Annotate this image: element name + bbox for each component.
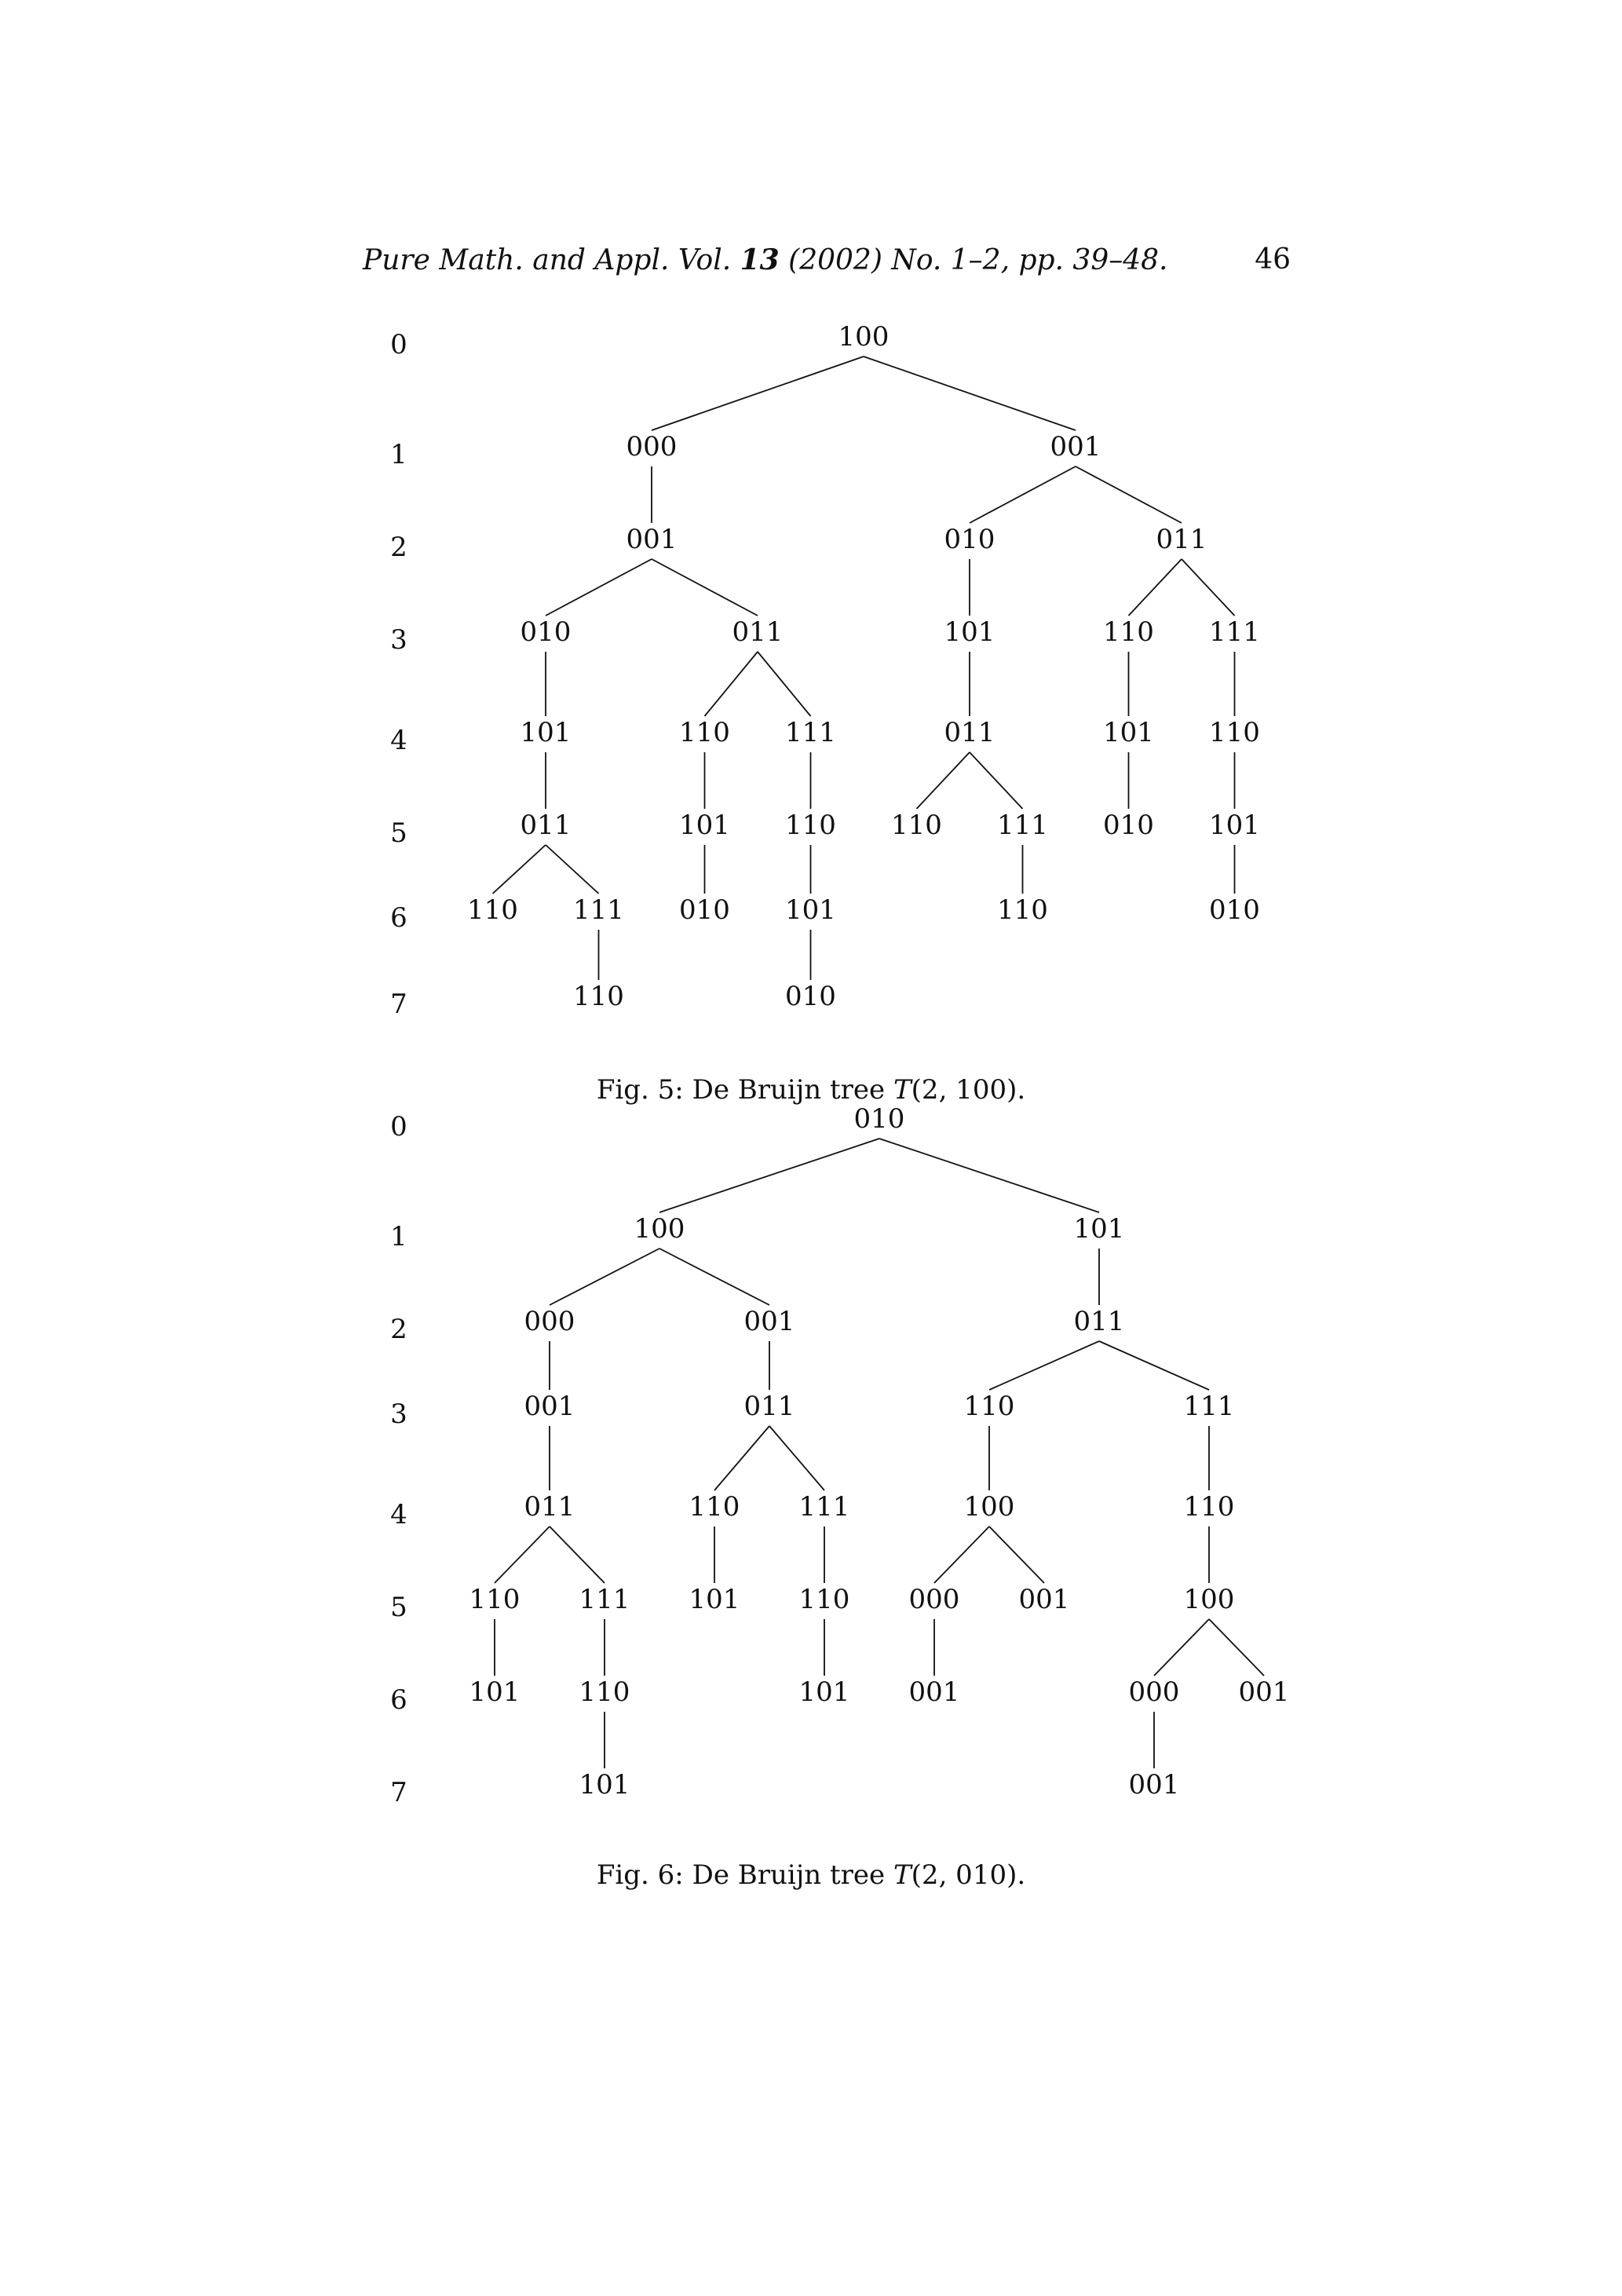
depth-level-label: 5 [390, 1592, 407, 1623]
tree-node: 111 [1209, 616, 1260, 648]
tree-node: 010 [853, 1103, 905, 1135]
tree-edge [714, 1426, 769, 1490]
tree-edge [495, 1526, 550, 1583]
figure-5-caption: Fig. 5: De Bruijn tree T(2, 100). [596, 1074, 1026, 1106]
depth-level-label: 7 [390, 1777, 407, 1808]
tree-node: 101 [1209, 810, 1260, 841]
tree-node: 110 [1103, 616, 1154, 648]
tree-node: 100 [1183, 1584, 1235, 1615]
tree-edge [550, 1249, 659, 1305]
tree-node: 111 [573, 894, 624, 926]
depth-level-label: 2 [390, 532, 407, 563]
depth-level-label: 3 [390, 624, 407, 656]
tree-node: 111 [997, 810, 1048, 841]
depth-level-label: 1 [390, 439, 407, 470]
tree-node: 101 [798, 1676, 850, 1708]
tree-node: 001 [626, 524, 678, 555]
tree-node: 101 [469, 1676, 521, 1708]
depth-level-label: 4 [390, 725, 407, 756]
tree-node: 010 [785, 981, 836, 1012]
tree-node: 011 [524, 1491, 575, 1523]
tree-node: 010 [1103, 810, 1154, 841]
tree-edge [989, 1341, 1099, 1390]
depth-level-label: 0 [390, 329, 407, 360]
tree-edge [1099, 1341, 1209, 1390]
tree-node: 001 [1128, 1769, 1180, 1801]
tree-edge [934, 1526, 989, 1583]
tree-node: 101 [1073, 1213, 1125, 1245]
tree-node: 010 [520, 616, 572, 648]
tree-node: 000 [1128, 1676, 1180, 1708]
tree-node: 001 [1018, 1584, 1070, 1615]
tree-node: 100 [634, 1213, 685, 1245]
tree-node: 010 [679, 894, 730, 926]
tree-node: 000 [908, 1584, 960, 1615]
volume-number: 13 [740, 243, 780, 276]
tree-node: 001 [743, 1306, 795, 1337]
depth-level-label: 1 [390, 1221, 407, 1252]
tree-node: 100 [838, 321, 890, 353]
figure-6-caption: Fig. 6: De Bruijn tree T(2, 010). [596, 1859, 1026, 1891]
tree-node: 110 [689, 1491, 740, 1523]
tree-node: 101 [520, 717, 572, 748]
tree-node: 101 [689, 1584, 740, 1615]
tree-edge [769, 1426, 824, 1490]
tree-node: 010 [944, 524, 995, 555]
tree-node: 001 [1050, 431, 1101, 462]
tree-node: 011 [520, 810, 572, 841]
tree-node: 011 [1156, 524, 1207, 555]
tree-edge [550, 1526, 605, 1583]
tree-node: 101 [679, 810, 730, 841]
tree-node: 000 [524, 1306, 575, 1337]
tree-node: 110 [467, 894, 518, 926]
tree-edge [879, 1139, 1099, 1212]
tree-edge [659, 1249, 769, 1305]
tree-node: 100 [963, 1491, 1015, 1523]
tree-node: 110 [963, 1391, 1015, 1422]
depth-level-label: 4 [390, 1499, 407, 1530]
depth-level-label: 5 [390, 817, 407, 849]
tree-node: 111 [579, 1584, 630, 1615]
page-number: 46 [1255, 243, 1291, 276]
tree-node: 110 [679, 717, 730, 748]
tree-node: 110 [891, 810, 942, 841]
tree-node: 110 [785, 810, 836, 841]
depth-level-label: 2 [390, 1314, 407, 1345]
tree-node: 001 [908, 1676, 960, 1708]
tree-node: 010 [1209, 894, 1260, 926]
tree-node: 000 [626, 431, 678, 462]
tree-node: 001 [1238, 1676, 1290, 1708]
tree-node: 110 [573, 981, 624, 1012]
tree-node: 101 [579, 1769, 630, 1801]
tree-edge [1209, 1619, 1264, 1676]
tree-node: 101 [785, 894, 836, 926]
tree-node: 111 [785, 717, 836, 748]
tree-node: 101 [944, 616, 995, 648]
tree-edge [989, 1526, 1044, 1583]
depth-level-label: 7 [390, 989, 407, 1020]
tree-node: 110 [1209, 717, 1260, 748]
tree-edge [659, 1139, 879, 1212]
tree-node: 111 [1183, 1391, 1235, 1422]
tree-node: 111 [798, 1491, 850, 1523]
depth-level-label: 3 [390, 1398, 407, 1430]
tree-node: 110 [469, 1584, 521, 1615]
journal-citation: Pure Math. and Appl. Vol. 13 (2002) No. 1–2, pp. 39–48. [363, 243, 1168, 276]
tree-node: 011 [743, 1391, 795, 1422]
tree-edge [1154, 1619, 1209, 1676]
depth-level-label: 0 [390, 1111, 407, 1143]
tree-node: 001 [524, 1391, 575, 1422]
tree-node: 011 [944, 717, 995, 748]
depth-level-label: 6 [390, 1684, 407, 1716]
tree-node: 011 [732, 616, 784, 648]
tree-node: 110 [798, 1584, 850, 1615]
depth-level-label: 6 [390, 902, 407, 934]
tree-node: 110 [997, 894, 1048, 926]
tree-node: 011 [1073, 1306, 1125, 1337]
tree-node: 101 [1103, 717, 1154, 748]
tree-node: 110 [579, 1676, 630, 1708]
tree-node: 110 [1183, 1491, 1235, 1523]
